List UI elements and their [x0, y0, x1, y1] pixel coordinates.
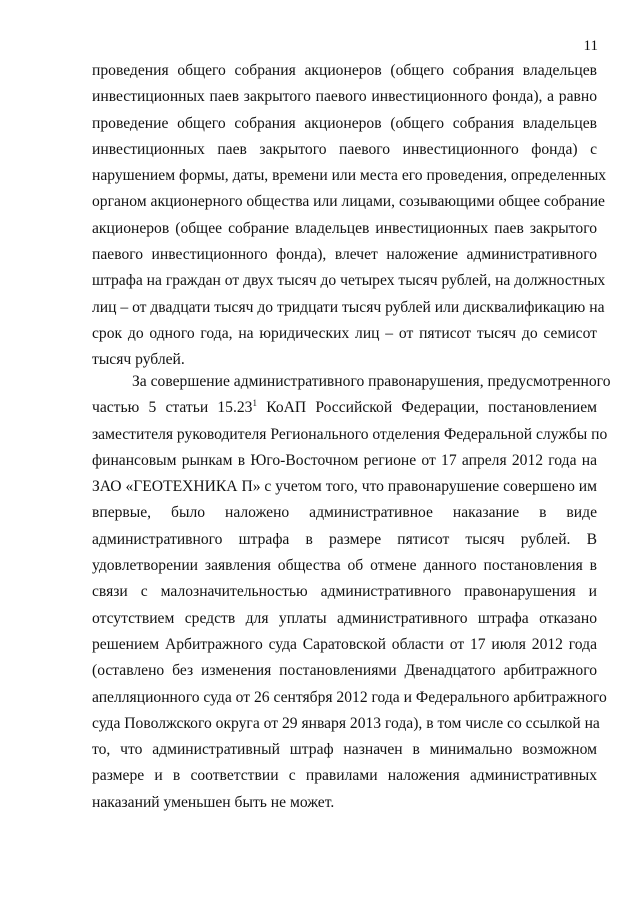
text-line: акционеров (общее собрание владельцев инвестиционных паев закрытого [92, 219, 597, 237]
text-line: За совершение административного правонарушения, предусмотренного [132, 373, 611, 390]
text-line: проведение общего собрания акционеров (общего собрания владельцев [92, 114, 597, 132]
text-line: решением Арбитражного суда Саратовской области от 17 июля 2012 года [92, 635, 597, 653]
text-line: лиц – от двадцати тысяч до тридцати тысяч рублей или дисквалификацию на [92, 298, 605, 316]
footnote-mark: 1 [252, 398, 257, 409]
text-line: штрафа на граждан от двух тысяч до четырех тысяч рублей, на должностных [92, 272, 606, 290]
text-line: органом акционерного общества или лицами, созывающими общее собрание [92, 193, 605, 211]
text-line: отсутствием средств для уплаты административного штрафа отказано [92, 609, 597, 627]
text-fragment: КоАП Российской Федерации, постановлением [256, 399, 597, 417]
text-line: наказаний уменьшен быть не может. [92, 793, 335, 811]
text-line-with-footnote [92, 395, 597, 421]
text-line: (оставлено без изменения постановлениями Двенадцатого арбитражного [92, 662, 597, 680]
page-number: 11 [583, 38, 598, 54]
text-line: срок до одного года, на юридических лиц – от пятисот тысяч до семисот [92, 324, 597, 342]
text-line: проведения общего собрания акционеров (общего собрания владельцев [92, 62, 597, 79]
text-line: финансовым рынкам в Юго-Восточном регионе от 17 апреля 2012 года на [92, 451, 597, 469]
text-line: тысяч рублей. [92, 351, 185, 369]
text-fragment: частью 5 статьи 15.23 [92, 399, 253, 417]
text-line: размере и в соответствии с правилами наложения административных [92, 767, 597, 785]
text-line: связи с малозначительностью административного правонарушения и [92, 583, 597, 601]
text-line: заместителя руководителя Регионального отделения Федеральной службы по [92, 425, 608, 443]
text-line: инвестиционных паев закрытого паевого инвестиционного фонда), а равно [92, 88, 597, 106]
paragraph-2 [92, 369, 611, 816]
text-line: инвестиционных паев закрытого паевого инвестиционного фонда) с [92, 140, 597, 158]
text-line: впервые, было наложено административное наказание в виде [92, 504, 597, 522]
text-line: ЗАО «ГЕОТЕХНИКА П» с учетом того, что правонарушение совершено им [92, 478, 597, 496]
paragraph-1 [92, 58, 607, 374]
text-line: паевого инвестиционного фонда), влечет наложение административного [92, 246, 597, 264]
text-line: то, что административный штраф назначен в минимально возможном [92, 741, 597, 759]
text-line: удовлетворении заявления общества об отмене данного постановления в [92, 557, 597, 575]
text-line: административного штрафа в размере пятисот тысяч рублей. В [92, 530, 597, 548]
text-line: суда Поволжского округа от 29 января 2013 года), в том числе со ссылкой на [92, 714, 600, 732]
text-line: апелляционного суда от 26 сентября 2012 года и Федерального арбитражного [92, 688, 607, 706]
text-line: нарушением формы, даты, времени или места его проведения, определенных [92, 167, 607, 185]
